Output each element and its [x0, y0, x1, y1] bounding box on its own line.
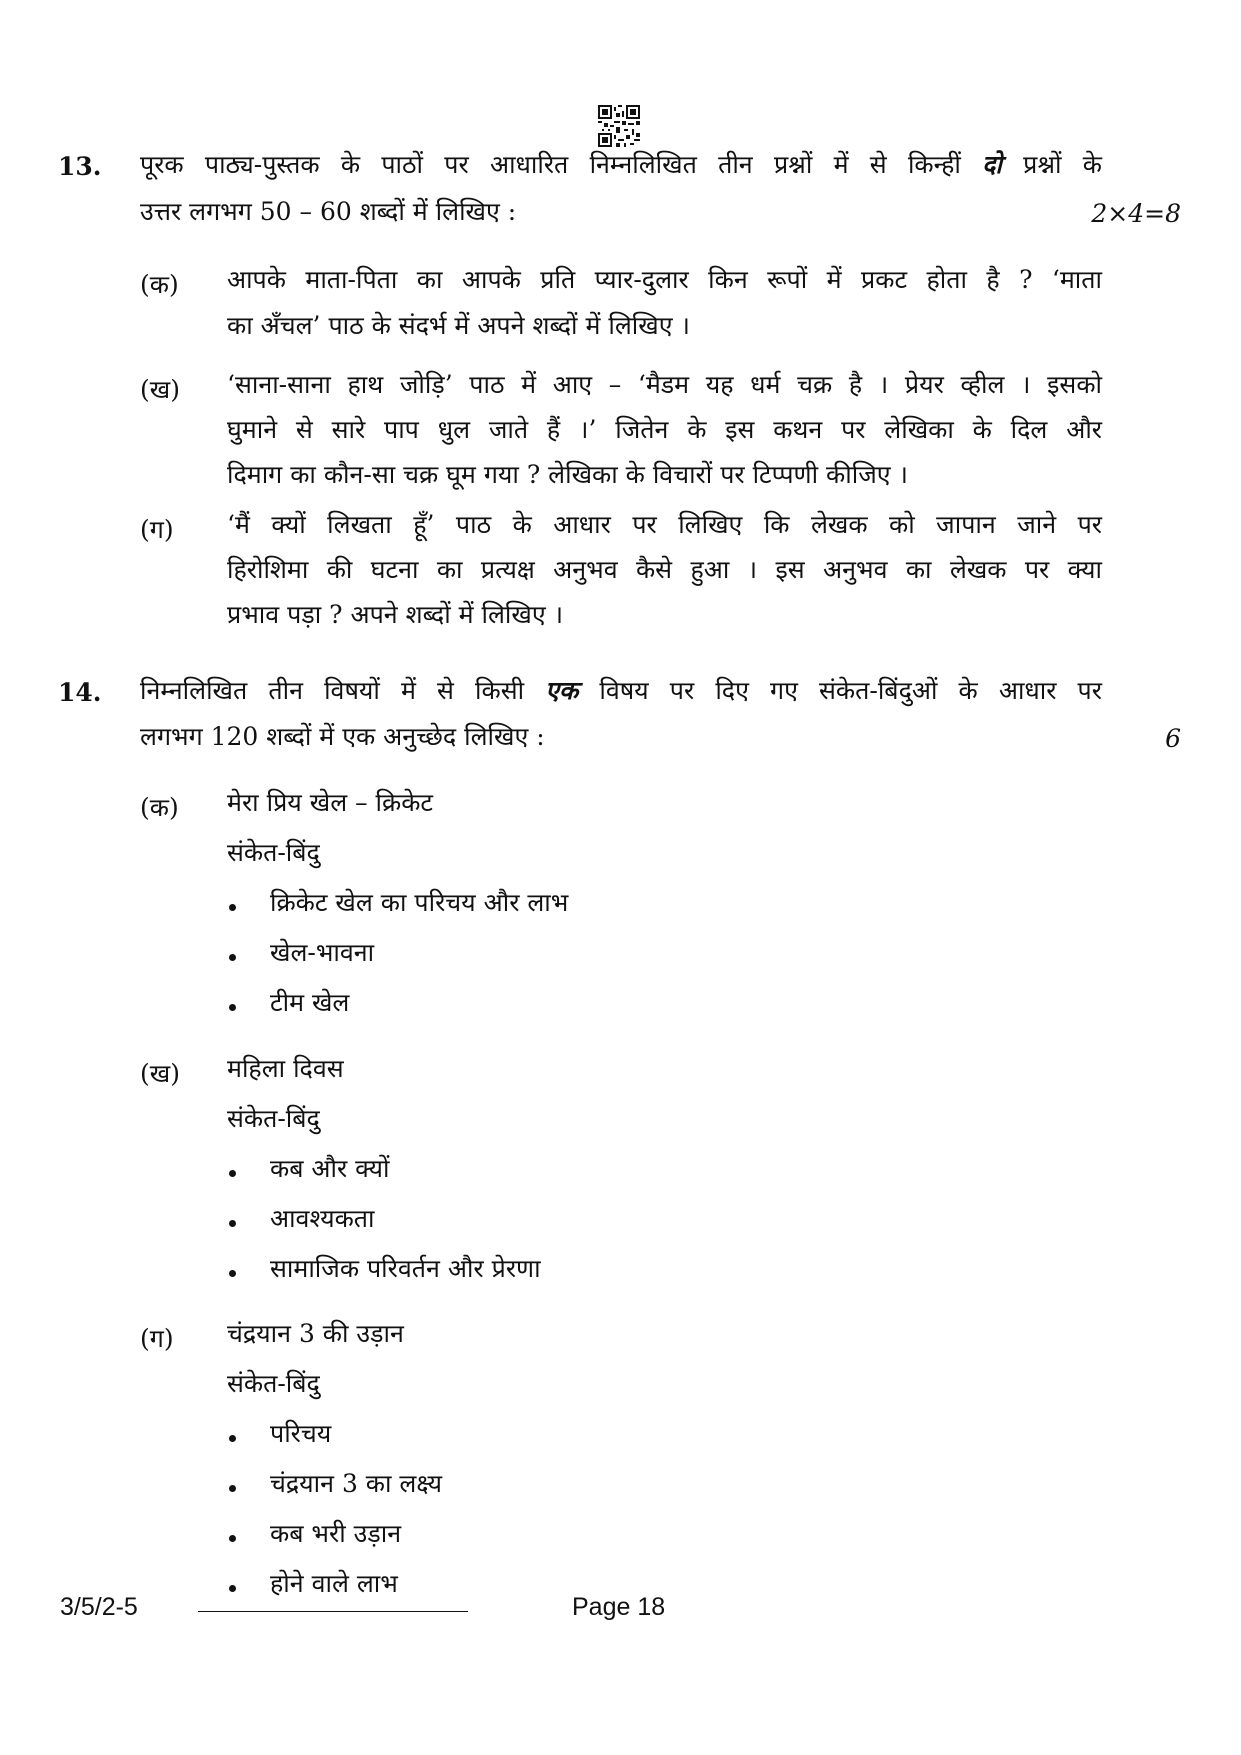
q14-topic-b-label: (ख) [140, 1059, 180, 1088]
bullet-dot [229, 1585, 236, 1592]
q13-item-c-line-2: हिरोशिमा की घटना का प्रत्यक्ष अनुभव कैसे हुआ । इस अनुभव का लेखक पर क्या [227, 555, 1102, 584]
question-14-number: 14. [58, 678, 102, 707]
question-13-emphasis: दो [982, 150, 1002, 179]
q13-item-c-line-3: प्रभाव पड़ा ? अपने शब्दों में लिखिए । [227, 600, 564, 629]
question-14-line-1: निम्नलिखित तीन विषयों में से किसी एक विषय पर दिए गए संकेत-बिंदुओं के आधार पर [140, 676, 1102, 705]
paper-code: 3/5/2-5 [60, 1593, 138, 1621]
bullet-dot [229, 1170, 236, 1177]
question-14-marks: 6 [1165, 724, 1181, 753]
q13-item-c-label: (ग) [140, 515, 174, 544]
q14-topic-b-title: महिला दिवस [227, 1054, 344, 1083]
question-13-line-1: पूरक पाठ्य-पुस्तक के पाठों पर आधारित निम्नलिखित तीन प्रश्नों में से किन्हीं दो प्रश्नों के [140, 150, 1102, 179]
q14-topic-b-point-1: कब और क्यों [270, 1154, 390, 1183]
qr-code [598, 105, 640, 147]
q14-topic-a-point-2: खेल-भावना [270, 938, 375, 967]
q14-topic-a-hint: संकेत-बिंदु [227, 838, 320, 867]
question-14-line-2: लगभग 120 शब्दों में एक अनुच्छेद लिखिए : [140, 722, 545, 751]
question-13-marks: 2×4=8 [1091, 199, 1181, 228]
bullet-dot [229, 1485, 236, 1492]
q14-topic-a-label: (क) [140, 793, 179, 822]
question-14-emphasis: एक [545, 676, 579, 705]
footer-divider [198, 1611, 468, 1612]
q14-topic-b-hint: संकेत-बिंदु [227, 1104, 320, 1133]
bullet-dot [229, 1270, 236, 1277]
q14-topic-c-point-4: होने वाले लाभ [270, 1569, 398, 1598]
q14-topic-c-point-2: चंद्रयान 3 का लक्ष्य [270, 1469, 442, 1498]
q14-topic-b-point-2: आवश्यकता [270, 1204, 375, 1233]
page-number: Page 18 [572, 1593, 666, 1621]
q13-item-a-label: (क) [140, 270, 179, 299]
q13-item-b-line-3: दिमाग का कौन-सा चक्र घूम गया ? लेखिका के विचारों पर टिप्पणी कीजिए । [227, 460, 908, 489]
q14-topic-a-point-1: क्रिकेट खेल का परिचय और लाभ [270, 888, 569, 917]
bullet-dot [229, 1535, 236, 1542]
q13-item-c-line-1: ‘मैं क्यों लिखता हूँ’ पाठ के आधार पर लिखिए कि लेखक को जापान जाने पर [227, 510, 1102, 539]
q14-topic-c-point-3: कब भरी उड़ान [270, 1519, 402, 1548]
bullet-dot [229, 954, 236, 961]
q13-item-a-line-1: आपके माता-पिता का आपके प्रति प्यार-दुलार किन रूपों में प्रकट होता है ? ‘माता [227, 265, 1102, 294]
bullet-dot [229, 904, 236, 911]
q14-topic-a-point-3: टीम खेल [270, 988, 350, 1017]
q13-item-b-line-1: ‘साना-साना हाथ जोड़ि’ पाठ में आए – ‘मैडम यह धर्म चक्र है । प्रेयर व्हील । इसको [227, 370, 1102, 399]
bullet-dot [229, 1004, 236, 1011]
q13-item-a-line-2: का अँचल’ पाठ के संदर्भ में अपने शब्दों में लिखिए । [227, 311, 690, 340]
q14-topic-c-label: (ग) [140, 1324, 174, 1353]
q13-item-b-line-2: घुमाने से सारे पाप धुल जाते हैं ।’ जितेन के इस कथन पर लेखिका के दिल और [227, 415, 1102, 444]
q14-topic-c-hint: संकेत-बिंदु [227, 1369, 320, 1398]
bullet-dot [229, 1435, 236, 1442]
q14-topic-b-point-3: सामाजिक परिवर्तन और प्रेरणा [270, 1254, 541, 1283]
q14-topic-c-title: चंद्रयान 3 की उड़ान [227, 1319, 404, 1348]
q14-topic-c-point-1: परिचय [270, 1419, 332, 1448]
bullet-dot [229, 1220, 236, 1227]
q14-topic-a-title: मेरा प्रिय खेल – क्रिकेट [227, 788, 434, 817]
question-13-line-2: उत्तर लगभग 50 – 60 शब्दों में लिखिए : [140, 197, 517, 226]
q13-item-b-label: (ख) [140, 375, 180, 404]
question-13-number: 13. [58, 152, 102, 181]
